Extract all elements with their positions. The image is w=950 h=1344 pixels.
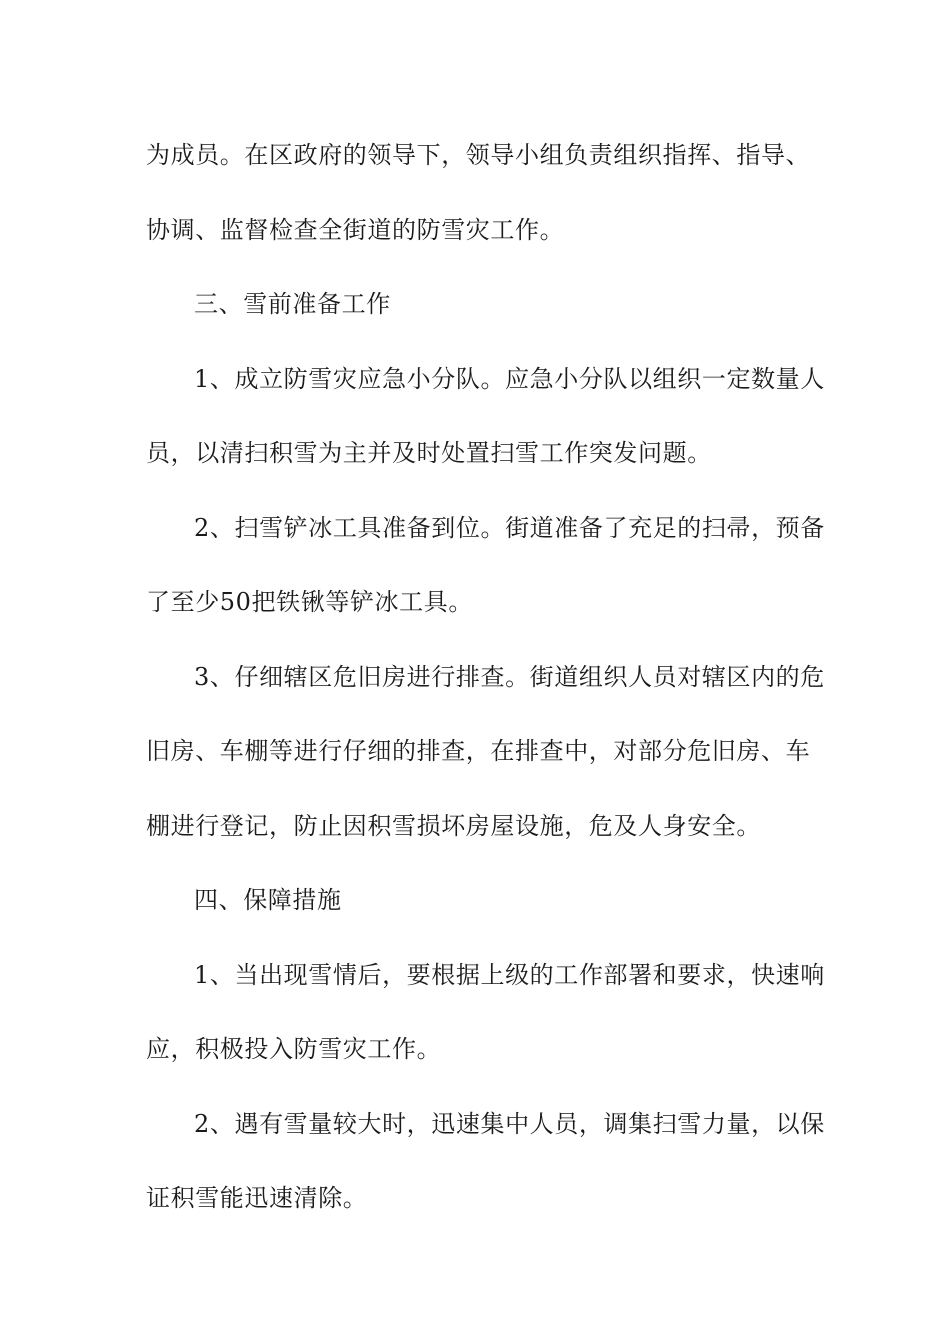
text-line-9: 旧房、车棚等进行仔细的排查，在排查中，对部分危旧房、车 (146, 737, 811, 765)
text-line-8: 3、仔细辖区危旧房进行排查。街道组织人员对辖区内的危 (194, 662, 825, 691)
text-line-1: 为成员。在区政府的领导下，领导小组负责组织指挥、指导、 (146, 141, 811, 169)
document-body (146, 118, 825, 1236)
text-line-12: 1、当出现雪情后，要根据上级的工作部署和要求，快速响 (194, 960, 825, 989)
text-line-15: 证积雪能迅速清除。 (146, 1184, 368, 1212)
text-line-4: 1、成立防雪灾应急小分队。应急小分队以组织一定数量人 (194, 364, 825, 393)
section-heading-3: 三、雪前准备工作 (194, 290, 391, 318)
text-line-10: 棚进行登记，防止因积雪损坏房屋设施，危及人身安全。 (146, 811, 761, 840)
text-line-6: 2、扫雪铲冰工具准备到位。街道准备了充足的扫帚，预备 (194, 513, 825, 542)
text-line-7: 了至少50把铁锹等铲冰工具。 (146, 588, 473, 616)
text-line-5: 员，以清扫积雪为主并及时处置扫雪工作突发问题。 (146, 439, 712, 467)
text-line-2: 协调、监督检查全街道的防雪灾工作。 (146, 215, 565, 244)
section-heading-4: 四、保障措施 (194, 886, 342, 914)
text-line-14: 2、遇有雪量较大时，迅速集中人员，调集扫雪力量，以保 (194, 1109, 825, 1138)
text-line-13: 应，积极投入防雪灾工作。 (146, 1035, 442, 1063)
